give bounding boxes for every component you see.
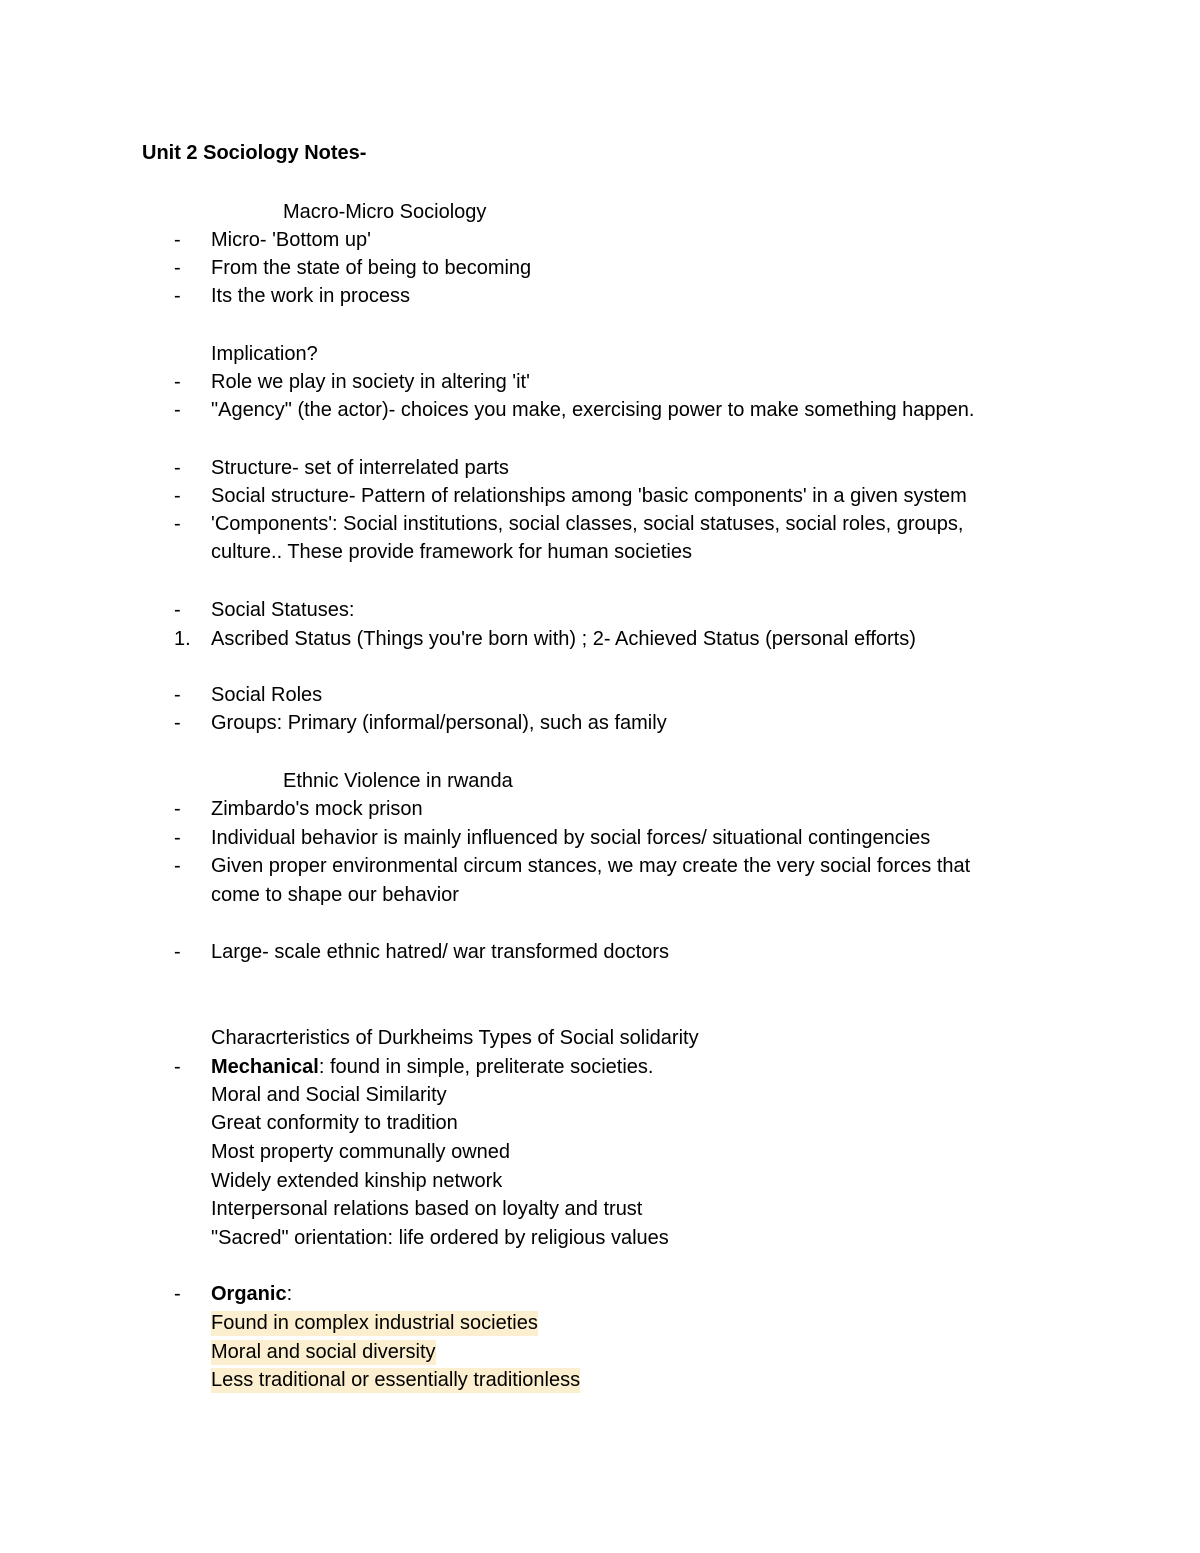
list-item-text: Social Statuses: (211, 599, 355, 621)
heading-implication: Implication? (211, 343, 318, 365)
number-marker: 1. (174, 628, 191, 650)
bullet-dash: - (174, 257, 181, 279)
list-item-text (211, 1366, 580, 1394)
heading-durkheim: Characrteristics of Durkheims Types of Social solidarity (211, 1027, 699, 1049)
bullet-dash: - (174, 684, 181, 706)
list-item-text: "Sacred" orientation: life ordered by religious values (211, 1227, 669, 1249)
bullet-dash: - (174, 285, 181, 307)
bullet-dash: - (174, 1056, 181, 1078)
list-item-text: 'Components': Social institutions, social classes, social statuses, social roles, groups, (211, 513, 964, 535)
page-title: Unit 2 Sociology Notes- (142, 142, 367, 164)
bullet-dash: - (174, 599, 181, 621)
list-item-text: culture.. These provide framework for human societies (211, 541, 692, 563)
list-item-text: "Agency" (the actor)- choices you make, exercising power to make something happen. (211, 399, 975, 421)
list-item-text: Most property communally owned (211, 1141, 511, 1163)
list-item-text: Its the work in process (211, 285, 410, 307)
bullet-dash: - (174, 485, 181, 507)
term-organic: Organic (211, 1283, 287, 1305)
bullet-dash: - (174, 798, 181, 820)
numbered-item-text: Ascribed Status (Things you're born with) ; 2- Achieved Status (personal efforts) (211, 628, 916, 650)
list-item-text: Individual behavior is mainly influenced by social forces/ situational contingencies (211, 827, 931, 849)
heading-macro-micro: Macro-Micro Sociology (283, 201, 487, 223)
list-item-text (211, 1280, 292, 1308)
list-item-text: Social structure- Pattern of relationships among 'basic components' in a given system (211, 485, 967, 507)
bullet-dash: - (174, 712, 181, 734)
heading-ethnic-violence: Ethnic Violence in rwanda (283, 770, 513, 792)
list-item-text: Zimbardo's mock prison (211, 798, 423, 820)
list-item-text: Social Roles (211, 684, 323, 706)
list-item-text: Groups: Primary (informal/personal), such as family (211, 712, 667, 734)
list-item-text: Widely extended kinship network (211, 1170, 503, 1192)
term-mechanical: Mechanical (211, 1056, 319, 1078)
bullet-dash: - (174, 229, 181, 251)
list-item-text (211, 1053, 653, 1081)
list-item-text: Structure- set of interrelated parts (211, 457, 509, 479)
list-item-text: Given proper environmental circum stances, we may create the very social forces that (211, 855, 971, 877)
list-item-text: Interpersonal relations based on loyalty and trust (211, 1198, 643, 1220)
list-item-text (211, 1338, 436, 1366)
bullet-dash: - (174, 371, 181, 393)
highlighted-text: Less traditional or essentially traditionless (211, 1369, 581, 1391)
list-item-text: Moral and Social Similarity (211, 1084, 447, 1106)
list-item-text: Role we play in society in altering 'it' (211, 371, 530, 393)
list-item-text: Large- scale ethnic hatred/ war transformed doctors (211, 941, 669, 963)
bullet-dash: - (174, 855, 181, 877)
highlighted-text: Moral and social diversity (211, 1341, 436, 1363)
list-item-text (211, 1309, 538, 1337)
bullet-dash: - (174, 827, 181, 849)
bullet-dash: - (174, 399, 181, 421)
bullet-dash: - (174, 513, 181, 535)
highlighted-text: Found in complex industrial societies (211, 1312, 538, 1334)
bullet-dash: - (174, 941, 181, 963)
bullet-dash: - (174, 457, 181, 479)
list-item-text: From the state of being to becoming (211, 257, 532, 279)
list-item-text: Micro- 'Bottom up' (211, 229, 371, 251)
list-item-text: Great conformity to tradition (211, 1112, 458, 1134)
term-description: : (286, 1283, 293, 1305)
bullet-dash: - (174, 1283, 181, 1305)
term-description: : found in simple, preliterate societies. (318, 1056, 654, 1078)
list-item-text: come to shape our behavior (211, 884, 459, 906)
